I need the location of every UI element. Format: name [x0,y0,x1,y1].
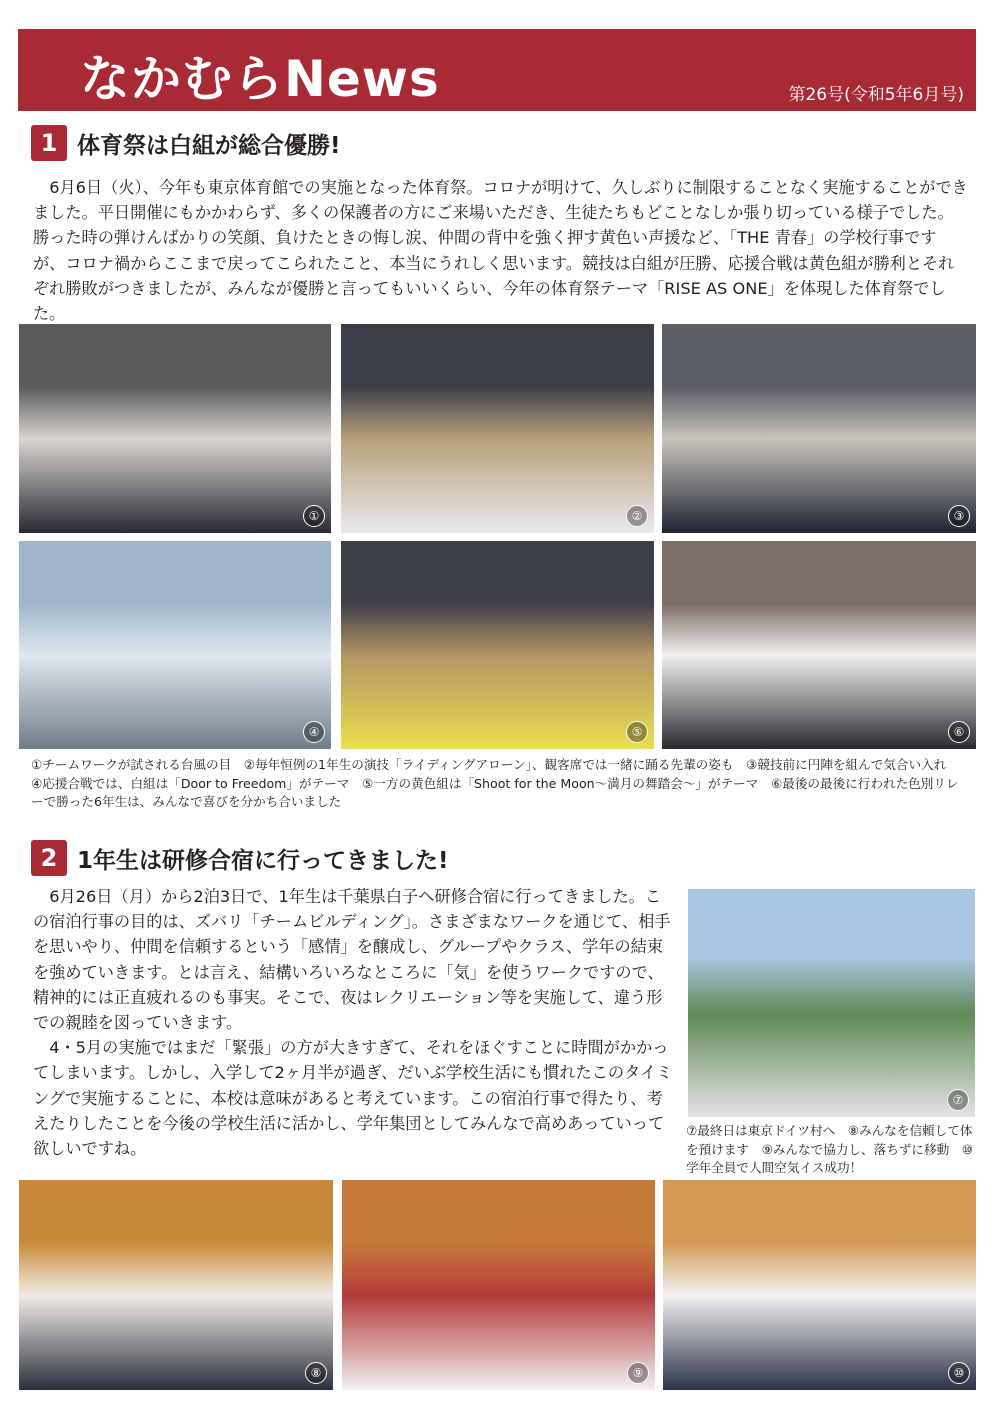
section1-title: 体育祭は白組が総合優勝! [77,132,341,159]
newsletter-title: なかむらNews [80,50,440,108]
photo-6 [662,541,976,749]
section2-heading [31,840,449,876]
photo-3-number: ③ [948,505,970,527]
issue-number: 第26号(令和5年6月号) [788,85,964,105]
section1-caption: ①チームワークが試される台風の目 ②毎年恒例の1年生の演技「ライディングアローン」、観客席では一緒に踊る先輩の姿も ③競技前に円陣を組んで気合い入れ ④応援合戦では、白組は「Door to Freedom」がテーマ ⑤一方の黄色組は「Shoot for the Moon～満月の舞踏会～」がテーマ ⑥最後の最後に行われた色別リレーで勝った6年生は、みんなで喜びを分かち合いました [31,757,959,809]
photo-5 [341,541,654,749]
photo-6-number: ⑥ [948,721,970,743]
photo-10 [663,1180,976,1390]
photo-4-number: ④ [303,721,325,743]
section2-caption: ⑦最終日は東京ドイツ村へ ⑧みんなを信頼して体を預けます ⑨みんなで協力し、落ちずに移動 ⑩学年全員で人間空気イス成功！ [686,1123,974,1175]
section1-body [33,175,968,326]
photo-4 [19,541,331,749]
photo-7 [688,889,975,1117]
section2-paragraph-2: 4・5月の実施ではまだ「緊張」の方が大きすぎて、それをほぐすことに時間がかかってしまいます。しかし、入学して2ヶ月半が過ぎ、だいぶ学校生活にも慣れたこのタイミングで実施することに、本校は意味があると考えています。この宿泊行事で得たり、考えたりしたことを今後の学校生活に活かし、学年集団としてみんなで高めあっていって欲しいですね。 [33,1038,673,1159]
section2-body [33,884,673,1161]
photo-2 [341,324,654,533]
section2-paragraph-1: 6月26日（月）から2泊3日で、1年生は千葉県白子へ研修合宿に行ってきました。この宿泊行事の目的は、ズバリ「チームビルディング」。さまざまなワークを通じて、相手を思いやり、仲間を信頼するという「感情」を醸成し、グループやクラス、学年の結束を強めていきます。とは言え、結構いろいろなところに「気」を使うワークですので、精神的には正直疲れるのも事実。そこで、夜はレクリエーション等を実施して、違う形での親睦を図っていきます。 [33,887,671,1033]
masthead [18,29,976,111]
photo-2-number: ② [626,505,648,527]
section1-paragraph: 6月6日（火）、今年も東京体育館での実施となった体育祭。コロナが明けて、久しぶりに制限することなく実施することができました。平日開催にもかかわらず、多くの保護者の方にご来場いただき、生徒たちもどことなしか張り切っている様子でした。勝った時の弾けんばかりの笑顔、負けたときの悔し涙、仲間の背中を強く押す黄色い声援など、「THE 青春」の学校行事ですが、コロナ禍からここまで戻ってこられたこと、本当にうれしく思います。競技は白組が圧勝、応援合戦は黄色組が勝利とそれぞれ勝敗がつきましたが、みんなが優勝と言ってもいいくらい、今年の体育祭テーマ「RISE AS ONE」を体現した体育祭でした。 [33,178,968,324]
photo-1-number: ① [303,505,325,527]
photo-9 [342,1180,655,1390]
section2-title: 1年生は研修合宿に行ってきました! [77,847,449,874]
photo-5-number: ⑤ [626,721,648,743]
section2-number: 2 [31,840,67,876]
photo-9-number: ⑨ [627,1362,649,1384]
photo-3 [662,324,976,533]
section1-number: 1 [31,125,67,161]
photo-8-number: ⑧ [305,1362,327,1384]
photo-10-number: ⑩ [948,1362,970,1384]
section1-heading [31,125,341,161]
photo-1 [19,324,331,533]
photo-8 [19,1180,333,1390]
photo-7-number: ⑦ [947,1089,969,1111]
